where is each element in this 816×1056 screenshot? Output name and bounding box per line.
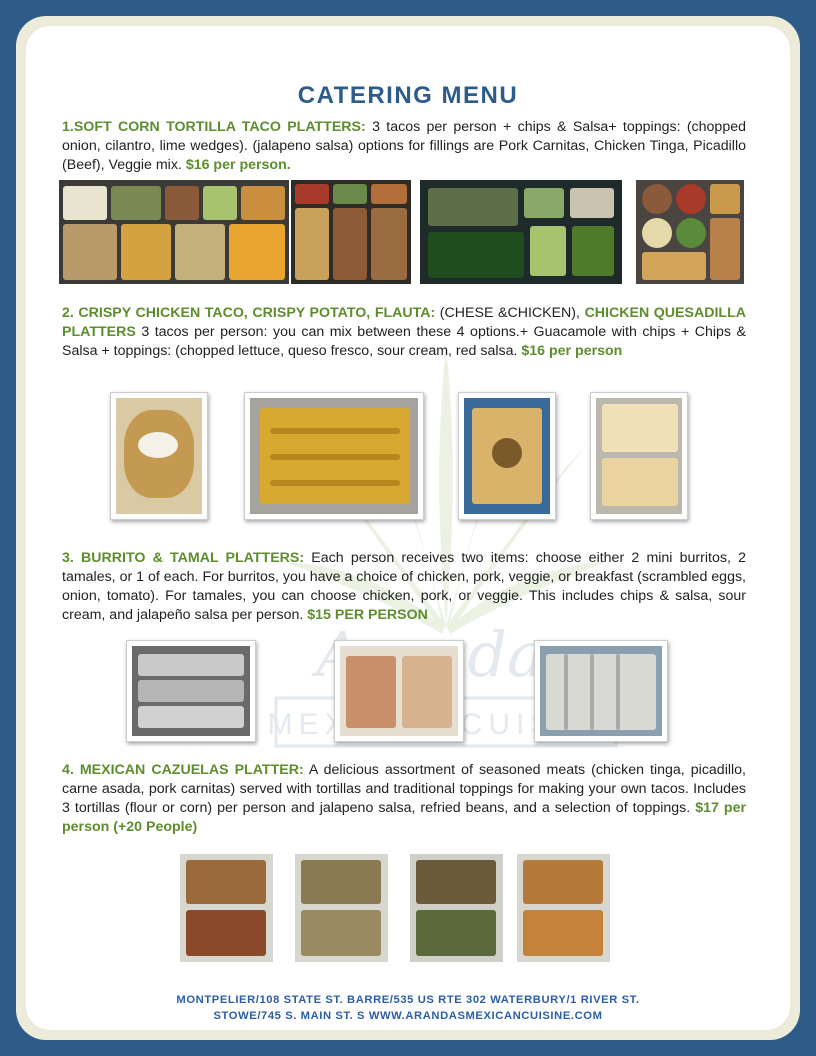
section-description-continued: 3 tacos per person: you can mix between these 4 options.+ Guacamole with chips + Chips & Salsa + toppings: (chopped lettuce, queso fresco, sour cream, red salsa. <box>62 324 746 359</box>
section-price: $16 per person <box>521 343 623 359</box>
section-heading: 4. MEXICAN CAZUELAS PLATTER: <box>62 762 304 778</box>
section-description: Each person receives two items: choose either 2 mini burritos, 2 tamales, or 1 of each. For burritos, you have a choice of chicken, pork, veggie, or breakfast (scrambled eggs, onion, tomato). For tamales, you can choose chicken, pork, or veggie. This includes chips & salsa, sour cream, and jalapeño salsa per person. <box>62 550 746 623</box>
taco-platter-photo-4 <box>636 180 744 284</box>
section-description: (CHESE &CHICKEN), <box>435 305 585 321</box>
crispy-tacos-photo-2 <box>244 392 424 520</box>
section-price: $15 PER PERSON <box>307 607 428 623</box>
cazuela-photo-2 <box>295 854 388 962</box>
section-burrito-tamal <box>62 549 746 625</box>
quesadilla-platter-photo <box>590 392 688 520</box>
section-description: A delicious assortment of seasoned meats (chicken tinga, picadillo, carne asada, pork carnitas) served with tortillas and traditional toppings for making your own tacos. Includes 3 tortillas (flour or corn) per person and jalapeno salsa, refried beans, and a selection of toppings. <box>62 762 746 816</box>
section-heading: 3. BURRITO & TAMAL PLATTERS: <box>62 550 305 566</box>
cazuela-photo-4 <box>517 854 610 962</box>
section-heading-secondary: CHICKEN QUESADILLA PLATTERS <box>62 305 746 340</box>
crispy-tacos-photo-1 <box>110 392 208 520</box>
section-crispy-tacos <box>62 304 746 361</box>
flautas-photo <box>458 392 556 520</box>
cazuela-photo-1 <box>180 854 273 962</box>
tamal-platter-photo <box>334 640 464 742</box>
section-cazuelas <box>62 761 746 837</box>
section-heading: 2. CRISPY CHICKEN TACO, CRISPY POTATO, FLAUTA: <box>62 305 436 321</box>
page-title: CATERING MENU <box>297 82 519 109</box>
menu-sheet <box>26 26 790 1030</box>
burrito-platter-photo <box>126 640 256 742</box>
burrito-tray-photo <box>534 640 668 742</box>
footer-locations <box>26 992 790 1024</box>
taco-platter-photo-1 <box>59 180 289 284</box>
footer-line-2[interactable]: STOWE/745 S. MAIN ST. S WWW.ARANDASMEXICANCUISINE.COM <box>213 1010 603 1022</box>
section-soft-corn-tacos <box>62 118 746 175</box>
footer-line-1: MONTPELIER/108 STATE ST. BARRE/535 US RTE 302 WATERBURY/1 RIVER ST. <box>176 994 640 1006</box>
section-price: $16 per person. <box>185 157 291 173</box>
section-heading: 1.SOFT CORN TORTILLA TACO PLATTERS: <box>62 119 366 135</box>
section-price: $17 per person (+20 People) <box>62 800 746 835</box>
taco-platter-photo-2 <box>291 180 411 284</box>
cazuela-photo-3 <box>410 854 503 962</box>
taco-platter-photo-3 <box>420 180 622 284</box>
section-description: 3 tacos per person + chips & Salsa+ toppings: (chopped onion, cilantro, lime wedges). (jalapeno salsa) options for fillings are Pork Carnitas, Chicken Tinga, Picadillo (Beef), Veggie mix. <box>62 119 746 173</box>
